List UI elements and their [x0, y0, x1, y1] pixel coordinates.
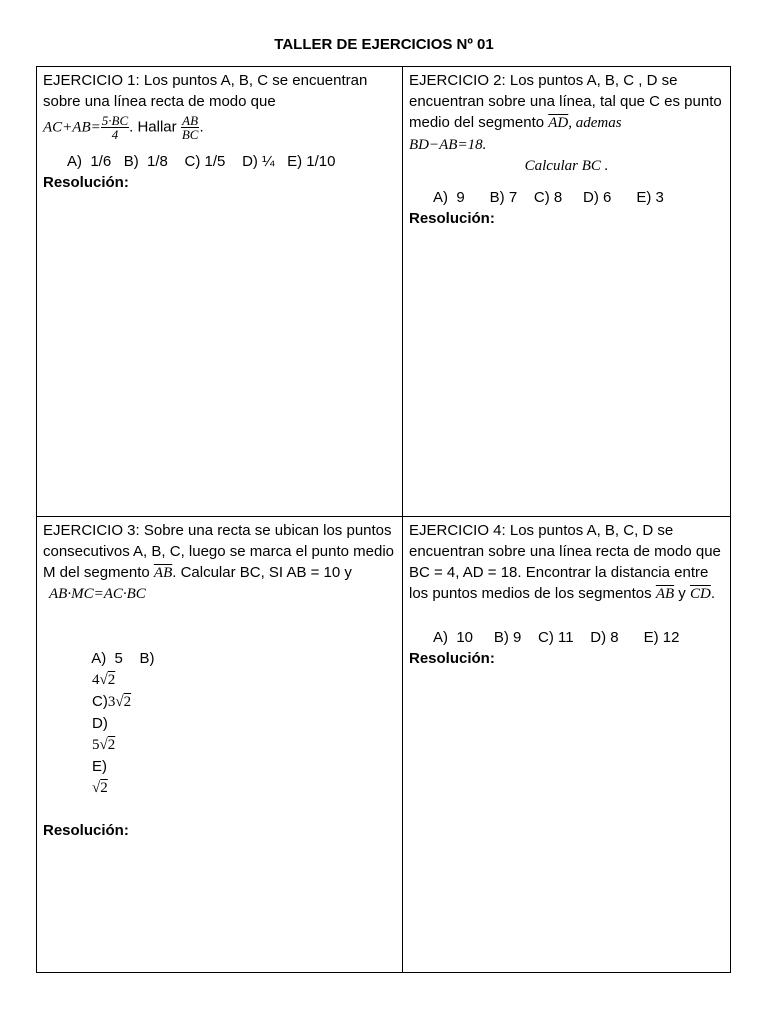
- fraction-numerator: 5·BC: [101, 113, 129, 128]
- answer-c-coefficient: 3: [107, 694, 116, 710]
- exercise-2-cell: [403, 67, 730, 517]
- exercise-2-statement: [409, 70, 724, 134]
- exercise-3-statement: [43, 520, 396, 584]
- answer-c-label: C): [92, 693, 108, 710]
- answer-d-radicand: 2: [107, 737, 116, 753]
- exercise-grid: [36, 66, 731, 973]
- fraction-numerator: AB: [182, 113, 199, 128]
- exercise-1-equation: [43, 114, 396, 141]
- exercise-1-fraction-2: [181, 114, 200, 141]
- exercise-4-period: .: [710, 585, 715, 602]
- exercise-4-segment-1: $\overline{AB}$: [655, 586, 675, 602]
- exercise-2-segment: $\overline{AD}$: [548, 115, 569, 131]
- exercise-2-ademas: , ademas: [568, 115, 622, 131]
- answer-e-value: √2: [92, 780, 108, 796]
- exercise-4-resolution-label: Resolución:: [409, 650, 495, 667]
- exercise-4-text: EJERCICIO 4: Los puntos A, B, C, D se encuentran sobre una línea recta de modo que BC = 4, AD = 18. Encontrar la distancia entre los puntos medios de los segmentos: [409, 522, 721, 602]
- exercise-4-answers: A) 10 B) 9 C) 11 D) 8 E) 12: [433, 629, 680, 646]
- exercise-1-cell: [37, 67, 403, 517]
- exercise-2-calc: Calcular BC .: [524, 158, 609, 174]
- exercise-1-period: .: [199, 118, 204, 136]
- exercise-3-text2: . Calcular BC, SI AB = 10 y: [172, 564, 352, 581]
- exercise-3-text: EJERCICIO 3: Sobre una recta se ubican los puntos consecutivos A, B, C, luego se marca el punto medio M del segmento: [43, 522, 395, 581]
- fraction-denominator: 4: [111, 127, 119, 142]
- exercise-2-equation: [409, 134, 724, 156]
- answer-c-value: 3√2: [107, 694, 132, 710]
- exercise-2-text: EJERCICIO 2: Los puntos A, B, C , D se encuentran sobre una línea, tal que C es punto medio del segmento: [409, 72, 722, 131]
- answer-d-label: D): [92, 715, 108, 732]
- answer-e-radicand: 2: [100, 780, 108, 796]
- answer-a: A) 5 B): [91, 650, 155, 667]
- exercise-4-segment-2: $\overline{CD}$: [689, 586, 711, 602]
- exercise-1-resolution-label: Resolución:: [43, 174, 129, 191]
- exercise-4-cell: [403, 517, 730, 972]
- exercise-1-statement: EJERCICIO 1: Los puntos A, B, C se encuentran sobre una línea recta de modo que: [43, 72, 368, 110]
- answer-d-value: 5√2: [92, 737, 116, 753]
- exercise-1-fraction-1: [101, 114, 129, 141]
- exercise-1-eq-lhs: AC+AB=: [43, 119, 101, 136]
- exercise-4-y: y: [674, 585, 690, 602]
- exercise-1-hallar: . Hallar: [129, 118, 177, 136]
- exercise-3-equation: AB·MC=AC·BC: [49, 586, 146, 602]
- exercise-2-answers: A) 9 B) 7 C) 8 D) 6 E) 3: [433, 189, 664, 206]
- answer-b-radicand: 2: [107, 672, 116, 688]
- exercise-3-cell: [37, 517, 403, 972]
- exercise-3-answers: [43, 627, 396, 820]
- exercise-3-segment: $\overline{AB}$: [153, 565, 173, 581]
- fraction-denominator: BC: [181, 127, 199, 142]
- answer-e-label: E): [92, 758, 108, 775]
- answer-b-value: 4√2: [92, 672, 116, 688]
- answer-c-radicand: 2: [123, 694, 132, 710]
- answer-b-coefficient: 4: [92, 672, 100, 688]
- answer-d-coefficient: 5: [92, 737, 100, 753]
- exercise-4-statement: [409, 520, 724, 605]
- exercise-3-resolution-label: Resolución:: [43, 822, 129, 839]
- exercise-2-resolution-label: Resolución:: [409, 210, 495, 227]
- exercise-1-answers: A) 1/6 B) 1/8 C) 1/5 D) ¼ E) 1/10: [67, 153, 336, 170]
- exercise-2-eq: BD−AB=18: [409, 137, 483, 153]
- exercise-2-eq-end: .: [482, 137, 487, 153]
- page-title: TALLER DE EJERCICIOS Nº 01: [274, 36, 494, 53]
